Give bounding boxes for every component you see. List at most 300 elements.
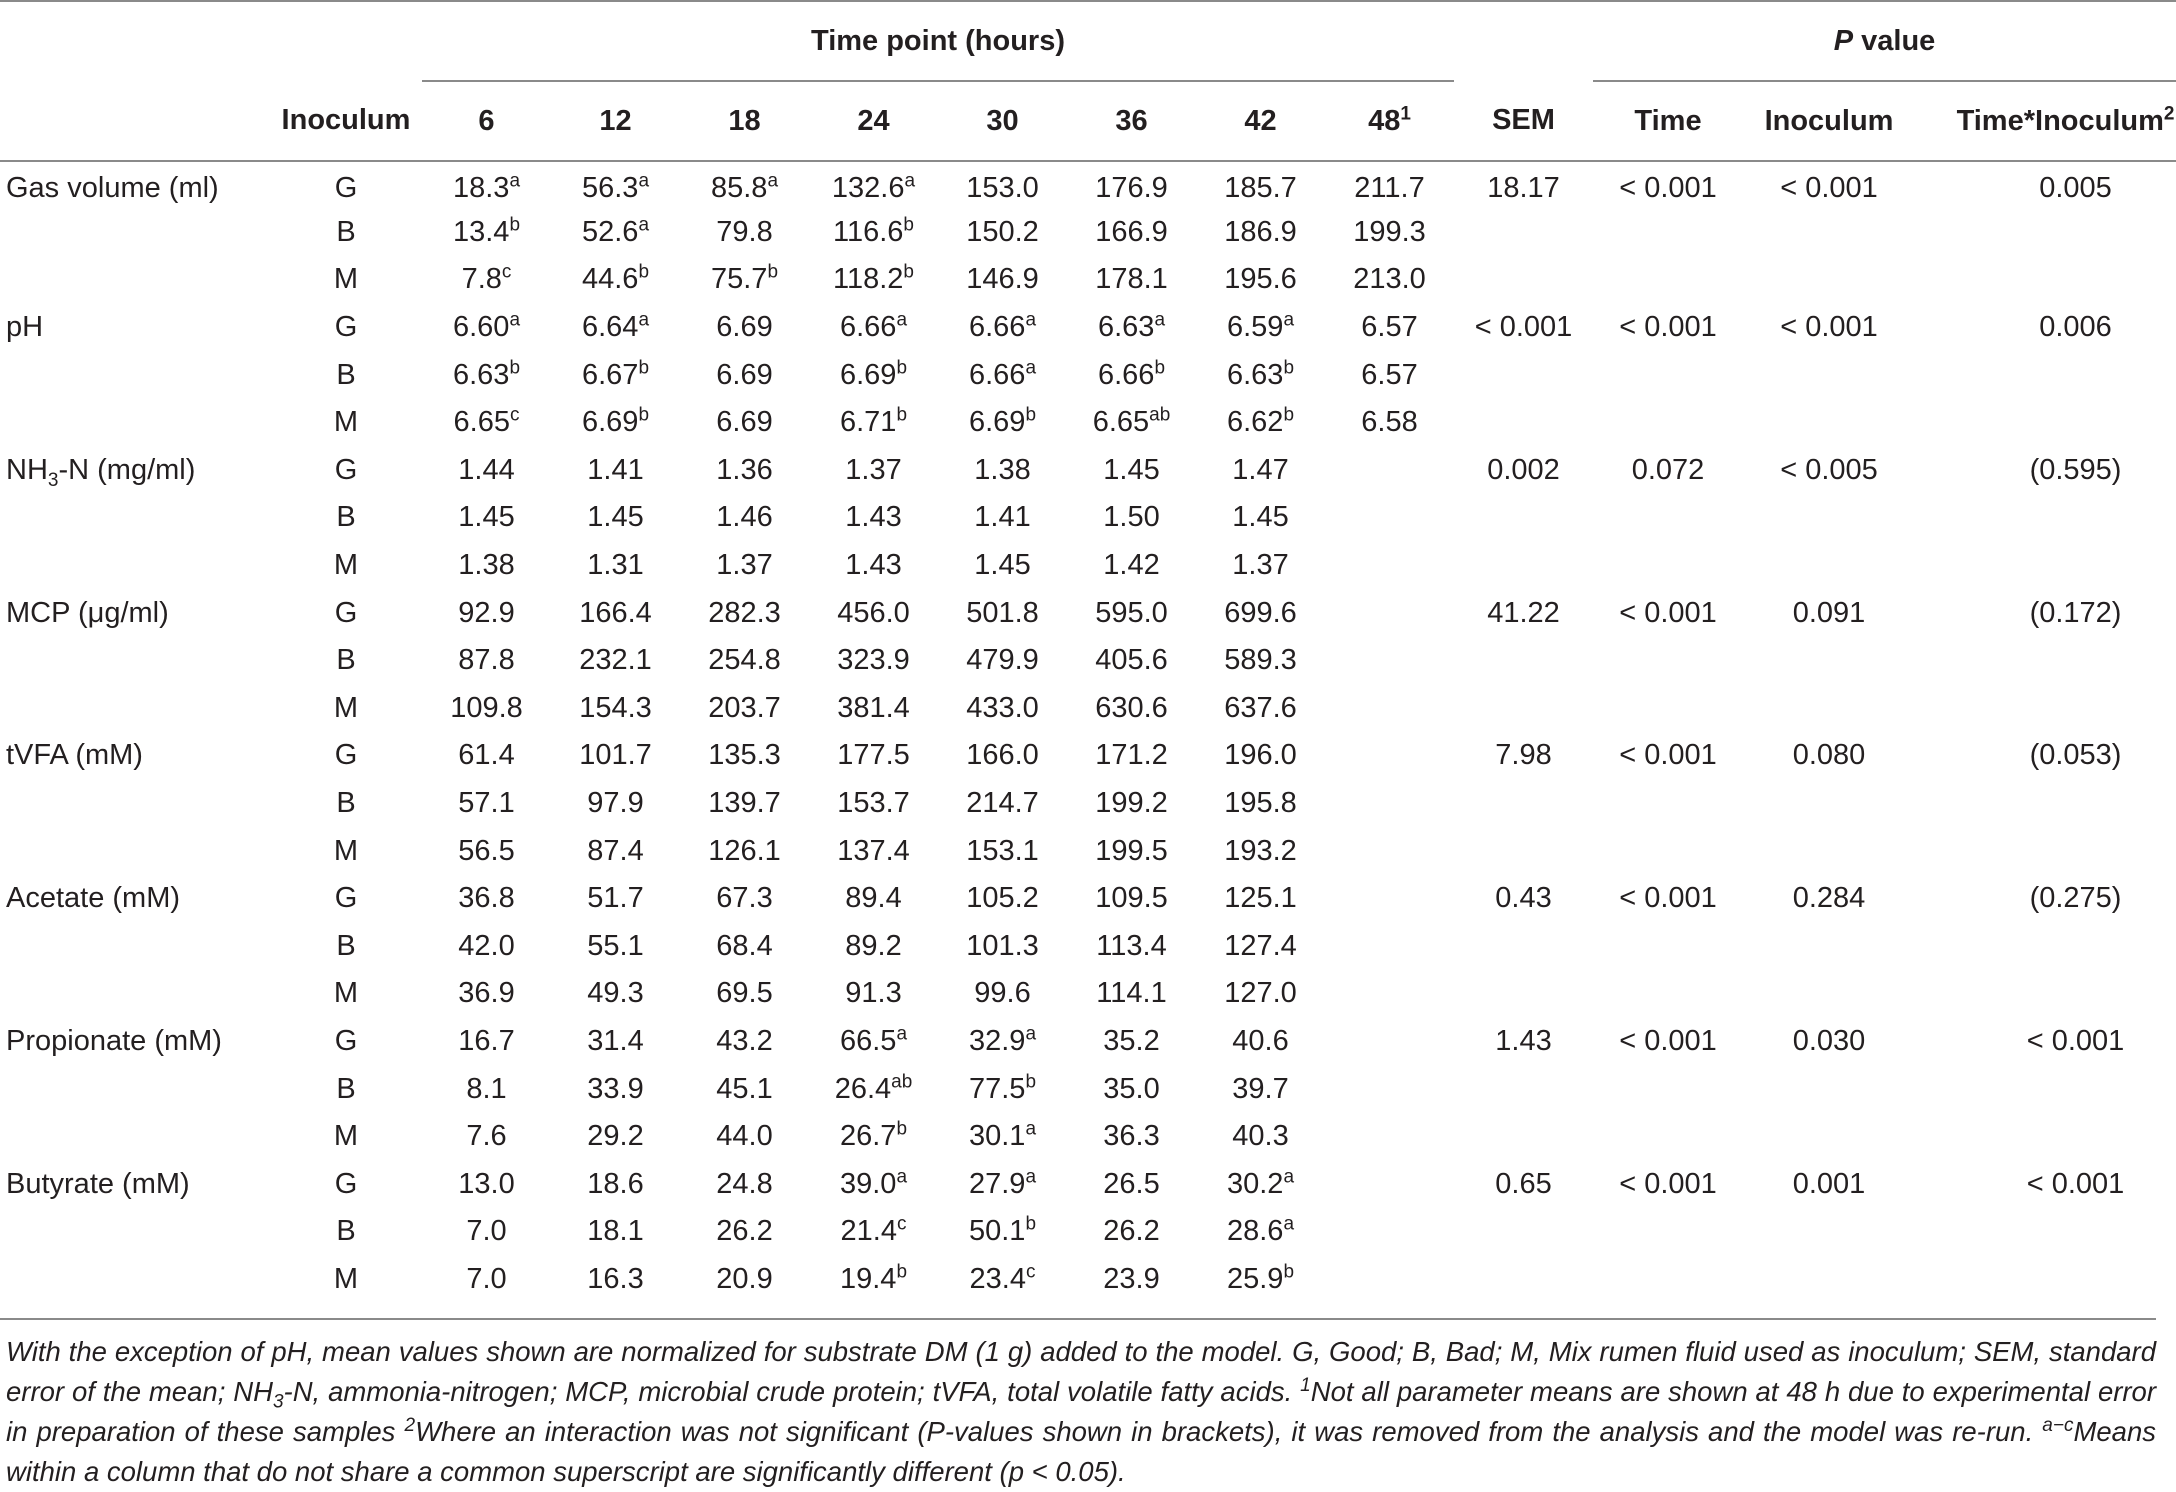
value-cell: 6.57 <box>1361 358 1418 391</box>
value-cell: 26.7$^b$ <box>839 1118 908 1153</box>
time-header-12: 12 <box>551 81 680 161</box>
inoculum-cell: B <box>336 929 356 962</box>
value-cell: 32.9$^a$ <box>968 1023 1037 1057</box>
p-interaction-cell <box>1915 542 2176 590</box>
value-cell: 35.2 <box>1103 1024 1160 1057</box>
value-cell <box>1325 542 1454 590</box>
p-interaction-cell <box>1915 827 2176 875</box>
inoculum-cell: B <box>336 358 356 391</box>
value-cell: 213.0 <box>1353 263 1426 296</box>
sem-cell <box>1454 1113 1593 1161</box>
value-cell: 6.66$^a$ <box>968 357 1037 391</box>
value-cell <box>1325 732 1454 780</box>
table-row <box>0 1208 2176 1256</box>
inoculum-cell: G <box>334 596 358 629</box>
value-cell: 19.4$^b$ <box>839 1261 908 1295</box>
significance-superscript: b <box>767 261 779 283</box>
value-cell: 44.0 <box>716 1120 773 1153</box>
value-cell: 232.1 <box>579 644 652 677</box>
p-interaction-cell: (0.595) <box>2029 453 2122 486</box>
value-cell <box>1325 875 1454 923</box>
p-inoculum-cell <box>1743 1113 1915 1161</box>
significance-superscript: ab <box>1149 404 1171 426</box>
value-cell: 49.3 <box>587 977 644 1010</box>
inoculum-cell: B <box>336 1072 356 1105</box>
sem-cell <box>1454 685 1593 733</box>
p-interaction-column-header: Time*Inoculum$^2$ <box>1915 81 2176 161</box>
significance-superscript: b <box>903 214 914 236</box>
value-cell: 1.43 <box>845 549 902 582</box>
sem-cell: 1.43 <box>1495 1024 1552 1057</box>
p-time-cell <box>1593 827 1743 875</box>
value-cell: 501.8 <box>966 596 1039 629</box>
value-cell: 186.9 <box>1224 215 1297 248</box>
value-cell: 1.37 <box>845 453 902 486</box>
table-footnote: With the exception of pH, mean values shown are normalized for substrate DM (1 g) added to the model. G, Good; B, Bad; M, Mix rumen fluid used as inoculum; SEM, standard error of the mean; $NH_3-N$, ammonia-nitrogen; MCP, microbial crude protein; tVFA, total volatile fatty acids. $^1$Not all parameter means are shown at 48 h due to experimental error in preparation of these samples $^2$Where an interaction was not significant (P-values shown in brackets), it was removed from the analysis and the model was re-run. $^{a-c}$Means within a column that do not share a common superscript are significantly different (p < 0.05). <box>0 1318 2156 1492</box>
p-interaction-cell <box>1915 399 2176 447</box>
value-cell: 7.8$^c$ <box>461 261 512 296</box>
value-cell: 699.6 <box>1224 596 1297 629</box>
value-cell: 125.1 <box>1224 882 1297 915</box>
value-cell: 630.6 <box>1095 691 1168 724</box>
value-cell: 196.0 <box>1224 739 1297 772</box>
parameter-cell <box>0 685 232 733</box>
value-cell: 31.4 <box>587 1024 644 1057</box>
value-cell: 214.7 <box>966 787 1039 820</box>
value-cell: 195.8 <box>1224 787 1297 820</box>
value-cell: 25.9$^b$ <box>1226 1261 1295 1295</box>
significance-superscript: b <box>638 404 650 426</box>
value-cell: 44.6$^b$ <box>581 261 650 296</box>
p-time-cell: < 0.001 <box>1619 739 1717 772</box>
table-body <box>0 161 2176 1303</box>
value-cell: 199.3 <box>1353 215 1426 248</box>
value-cell: 109.5 <box>1095 882 1168 915</box>
value-cell: 171.2 <box>1095 739 1168 772</box>
p-time-cell: < 0.001 <box>1619 1167 1717 1200</box>
value-cell: 101.7 <box>579 739 652 772</box>
parameter-cell <box>0 780 232 828</box>
value-cell: 211.7 <box>1354 171 1425 204</box>
p-value-group-header: P value <box>1593 1 2176 81</box>
table-row <box>0 399 2176 447</box>
table-row <box>0 351 2176 399</box>
value-cell: 39.0$^a$ <box>839 1166 908 1200</box>
p-inoculum-cell <box>1743 780 1915 828</box>
p-inoculum-cell <box>1743 494 1915 542</box>
value-cell: 433.0 <box>966 691 1039 724</box>
significance-superscript: b <box>1283 1261 1295 1283</box>
significance-superscript: a <box>904 170 916 192</box>
p-time-cell <box>1593 209 1743 257</box>
value-cell: 99.6 <box>974 977 1031 1010</box>
value-cell: 75.7$^b$ <box>710 261 779 296</box>
table-row <box>0 209 2176 257</box>
sem-cell <box>1454 209 1593 257</box>
p-time-cell: 0.072 <box>1631 453 1705 486</box>
significance-superscript: a <box>1025 1166 1037 1188</box>
p-time-cell <box>1593 351 1743 399</box>
p-interaction-cell <box>1915 256 2176 304</box>
p-interaction-cell: (0.053) <box>2029 739 2122 772</box>
value-cell <box>1325 1113 1454 1161</box>
significance-superscript: a <box>1025 1118 1037 1140</box>
p-time-cell <box>1593 399 1743 447</box>
significance-superscript: b <box>896 1261 908 1283</box>
value-cell: 50.1$^b$ <box>968 1213 1037 1248</box>
value-cell: 23.4$^c$ <box>969 1261 1036 1295</box>
value-cell: 18.3$^a$ <box>452 170 521 204</box>
inoculum-cell: M <box>333 977 359 1010</box>
p-inoculum-cell <box>1743 1065 1915 1113</box>
p-inoculum-cell: 0.091 <box>1792 596 1866 629</box>
value-cell: 595.0 <box>1095 596 1168 629</box>
value-cell: 6.66$^a$ <box>839 309 908 344</box>
value-cell: 6.69$^b$ <box>968 404 1037 439</box>
p-interaction-cell <box>1915 351 2176 399</box>
value-cell: 91.3 <box>845 977 902 1010</box>
p-time-cell: < 0.001 <box>1619 882 1717 915</box>
value-cell: 6.62$^b$ <box>1226 404 1295 439</box>
value-cell: 127.0 <box>1224 977 1297 1010</box>
value-cell: 27.9$^a$ <box>968 1166 1037 1200</box>
value-cell: 79.8 <box>716 215 773 248</box>
significance-superscript: a <box>1283 1166 1295 1188</box>
value-cell: 57.1 <box>458 787 515 820</box>
inoculum-cell: M <box>333 549 359 582</box>
p-time-cell <box>1593 923 1743 971</box>
parameter-cell <box>0 923 232 971</box>
value-cell: 66.5$^a$ <box>839 1023 908 1057</box>
p-inoculum-cell <box>1743 827 1915 875</box>
value-cell: 637.6 <box>1224 691 1297 724</box>
significance-superscript: a <box>767 170 779 192</box>
value-cell: 178.1 <box>1095 263 1168 296</box>
value-cell: 26.2 <box>716 1215 773 1248</box>
sem-cell: 0.43 <box>1495 882 1552 915</box>
value-cell: 166.9 <box>1095 215 1168 248</box>
parameter-cell <box>0 351 232 399</box>
sem-cell: < 0.001 <box>1474 311 1573 344</box>
p-inoculum-cell: 0.001 <box>1792 1167 1866 1200</box>
value-cell: 195.6 <box>1224 263 1297 296</box>
value-cell: 92.9 <box>458 596 515 629</box>
p-time-cell <box>1593 1256 1743 1304</box>
value-cell: 56.5 <box>458 834 515 867</box>
value-cell: 1.37 <box>716 549 773 582</box>
p-interaction-cell <box>1915 923 2176 971</box>
value-cell: 6.71$^b$ <box>839 404 908 439</box>
p-time-cell: < 0.001 <box>1619 596 1717 629</box>
significance-superscript: a <box>509 309 521 331</box>
parameter-cell: $NH_3-N$ (mg/ml) <box>6 453 196 491</box>
value-cell: 33.9 <box>587 1072 644 1105</box>
value-cell: 1.50 <box>1103 501 1160 534</box>
value-cell: 97.9 <box>587 787 644 820</box>
parameter-cell <box>0 1208 232 1256</box>
inoculum-cell: B <box>336 644 356 677</box>
value-cell: 282.3 <box>708 596 781 629</box>
p-interaction-cell <box>1915 970 2176 1018</box>
value-cell: 6.69$^b$ <box>839 357 908 391</box>
table-row <box>0 923 2176 971</box>
sem-cell <box>1454 780 1593 828</box>
value-cell <box>1325 1065 1454 1113</box>
sem-cell <box>1454 637 1593 685</box>
p-time-cell <box>1593 1113 1743 1161</box>
value-cell: 61.4 <box>458 739 515 772</box>
p-interaction-cell <box>1915 1113 2176 1161</box>
p-time-cell: < 0.001 <box>1619 1024 1717 1057</box>
value-cell: 6.69 <box>716 358 773 391</box>
inoculum-cell: G <box>334 1024 358 1057</box>
value-cell: 52.6$^a$ <box>581 214 650 248</box>
table-row <box>0 685 2176 733</box>
p-interaction-cell: < 0.001 <box>2026 1024 2125 1057</box>
parameter-cell <box>0 494 232 542</box>
value-cell: 45.1 <box>716 1072 773 1105</box>
significance-superscript: a <box>509 170 521 192</box>
value-cell: 87.4 <box>587 834 644 867</box>
value-cell: 13.0 <box>458 1167 515 1200</box>
value-cell: 126.1 <box>708 834 781 867</box>
parameter-cell: Acetate (mM) <box>6 882 181 915</box>
significance-superscript: b <box>1283 404 1295 426</box>
significance-superscript: a <box>638 214 650 236</box>
value-cell: 6.57 <box>1361 311 1418 344</box>
value-cell: 381.4 <box>837 691 910 724</box>
parameter-cell: Butyrate (mM) <box>6 1167 190 1200</box>
value-cell: 1.38 <box>974 453 1031 486</box>
value-cell: 1.37 <box>1232 549 1289 582</box>
value-cell: 6.67$^b$ <box>581 357 650 391</box>
p-interaction-cell: < 0.001 <box>2026 1167 2125 1200</box>
significance-superscript: a <box>896 1023 908 1045</box>
table-row <box>0 542 2176 590</box>
inoculum-cell: M <box>333 406 359 439</box>
value-cell: 23.9 <box>1103 1262 1160 1295</box>
value-cell: 69.5 <box>716 977 773 1010</box>
value-cell: 405.6 <box>1095 644 1168 677</box>
p-interaction-cell <box>1915 1256 2176 1304</box>
parameter-cell <box>0 1065 232 1113</box>
p-inoculum-column-header: Inoculum <box>1743 81 1915 161</box>
value-cell <box>1325 685 1454 733</box>
value-cell: 6.63$^b$ <box>452 357 521 391</box>
value-cell: 6.63$^a$ <box>1097 309 1166 344</box>
value-cell <box>1325 923 1454 971</box>
p-inoculum-cell <box>1743 685 1915 733</box>
significance-superscript: b <box>896 404 908 426</box>
sem-cell <box>1454 1208 1593 1256</box>
significance-superscript: c <box>896 1213 907 1235</box>
p-time-cell <box>1593 780 1743 828</box>
value-cell: 1.41 <box>587 453 644 486</box>
value-cell: 40.6 <box>1232 1024 1289 1057</box>
significance-superscript: b <box>896 1118 908 1140</box>
p-time-cell <box>1593 542 1743 590</box>
time-header-24: 24 <box>809 81 938 161</box>
value-cell: 1.38 <box>458 549 515 582</box>
significance-superscript: a <box>1154 309 1166 331</box>
sem-cell: 0.002 <box>1487 453 1560 486</box>
value-cell: 254.8 <box>708 644 781 677</box>
p-inoculum-cell: < 0.005 <box>1780 453 1878 486</box>
parameter-cell <box>0 256 232 304</box>
value-cell: 1.45 <box>974 549 1031 582</box>
value-cell: 118.2$^b$ <box>833 261 914 296</box>
value-cell: 105.2 <box>966 882 1039 915</box>
significance-superscript: b <box>509 357 521 379</box>
table-row <box>0 1065 2176 1113</box>
table-row <box>0 589 2176 637</box>
p-time-cell <box>1593 1065 1743 1113</box>
inoculum-cell: B <box>336 787 356 820</box>
value-cell: 166.0 <box>966 739 1039 772</box>
p-inoculum-cell <box>1743 637 1915 685</box>
value-cell: 177.5 <box>837 739 910 772</box>
value-cell: 7.0 <box>466 1215 507 1248</box>
significance-superscript: ab <box>891 1070 913 1092</box>
value-cell: 68.4 <box>716 929 773 962</box>
value-cell: 28.6$^a$ <box>1226 1213 1295 1248</box>
significance-superscript: a <box>896 1166 908 1188</box>
p-interaction-cell <box>1915 637 2176 685</box>
value-cell: 7.6 <box>466 1120 507 1153</box>
sem-cell <box>1454 923 1593 971</box>
p-inoculum-cell <box>1743 209 1915 257</box>
value-cell: 26.5 <box>1103 1167 1160 1200</box>
value-cell: 113.4 <box>1096 929 1167 962</box>
value-cell: 6.63$^b$ <box>1226 357 1295 391</box>
value-cell: 6.60$^a$ <box>452 309 521 344</box>
value-cell: 132.6$^a$ <box>831 170 916 204</box>
value-cell: 139.7 <box>708 787 781 820</box>
p-interaction-cell: 0.006 <box>2039 311 2112 344</box>
value-cell: 146.9 <box>966 263 1039 296</box>
value-cell <box>1325 637 1454 685</box>
p-time-column-header: Time <box>1593 81 1743 161</box>
significance-superscript: a <box>638 309 650 331</box>
value-cell: 16.7 <box>458 1024 515 1057</box>
time-header-18: 18 <box>680 81 809 161</box>
value-cell: 6.69 <box>716 311 773 344</box>
value-cell: 166.4 <box>579 596 652 629</box>
significance-superscript: b <box>1283 357 1295 379</box>
value-cell <box>1325 1160 1454 1208</box>
value-cell: 21.4$^c$ <box>840 1213 907 1248</box>
parameter-cell: MCP (μg/ml) <box>6 596 169 629</box>
table-row <box>0 875 2176 923</box>
value-cell: 479.9 <box>966 644 1039 677</box>
significance-superscript: a <box>1283 309 1295 331</box>
value-cell: 114.1 <box>1096 977 1167 1010</box>
parameter-cell <box>0 399 232 447</box>
time-header-36: 36 <box>1067 81 1196 161</box>
value-cell: 1.44 <box>458 453 515 486</box>
table-row <box>0 732 2176 780</box>
value-cell: 77.5$^b$ <box>968 1070 1037 1105</box>
value-cell: 42.0 <box>458 929 515 962</box>
value-cell: 30.2$^a$ <box>1226 1166 1295 1200</box>
value-cell: 40.3 <box>1232 1120 1289 1153</box>
value-cell: 16.3 <box>587 1262 644 1295</box>
p-inoculum-cell: < 0.001 <box>1780 171 1878 204</box>
value-cell: 43.2 <box>716 1024 773 1057</box>
inoculum-cell: B <box>336 1215 356 1248</box>
value-cell: 101.3 <box>966 929 1039 962</box>
value-cell: 1.36 <box>716 453 773 486</box>
significance-superscript: b <box>1025 1213 1037 1235</box>
table-row <box>0 1256 2176 1304</box>
value-cell: 1.45 <box>1232 501 1289 534</box>
value-cell: 36.3 <box>1103 1120 1160 1153</box>
p-inoculum-cell <box>1743 923 1915 971</box>
p-inoculum-cell <box>1743 399 1915 447</box>
value-cell: 6.65$^c$ <box>453 404 520 439</box>
significance-superscript: b <box>509 214 521 236</box>
p-time-cell: < 0.001 <box>1619 311 1717 344</box>
significance-superscript: b <box>903 261 914 283</box>
header-row-group <box>0 1 2176 81</box>
time-header-30: 30 <box>938 81 1067 161</box>
value-cell: 153.1 <box>966 834 1039 867</box>
p-time-cell <box>1593 637 1743 685</box>
value-cell: 153.0 <box>966 171 1039 204</box>
significance-superscript: c <box>501 261 512 283</box>
significance-superscript: a <box>1025 309 1037 331</box>
table-row <box>0 780 2176 828</box>
table-row <box>0 1160 2176 1208</box>
value-cell: 1.43 <box>845 501 902 534</box>
significance-superscript: b <box>638 261 650 283</box>
value-cell: 35.0 <box>1103 1072 1160 1105</box>
significance-superscript: a <box>1025 357 1037 379</box>
value-cell: 29.2 <box>587 1120 644 1153</box>
value-cell: 6.69 <box>716 406 773 439</box>
time-point-group-header: Time point (hours) <box>422 1 1454 81</box>
inoculum-cell: G <box>334 1167 358 1200</box>
value-cell: 1.42 <box>1103 549 1160 582</box>
p-time-cell: < 0.001 <box>1619 171 1717 204</box>
sem-column-header: SEM <box>1454 81 1593 161</box>
value-cell: 1.45 <box>587 501 644 534</box>
value-cell: 39.7 <box>1232 1072 1289 1105</box>
significance-superscript: b <box>1025 1070 1037 1092</box>
significance-superscript: a <box>896 309 908 331</box>
sem-cell <box>1454 494 1593 542</box>
value-cell <box>1325 827 1454 875</box>
inoculum-cell: M <box>333 1262 359 1295</box>
value-cell <box>1325 589 1454 637</box>
parameter-cell <box>0 209 232 257</box>
parameter-cell: tVFA (mM) <box>6 739 143 772</box>
value-cell: 150.2 <box>966 215 1039 248</box>
value-cell <box>1325 1208 1454 1256</box>
parameter-cell: Propionate (mM) <box>6 1024 222 1057</box>
p-inoculum-cell <box>1743 542 1915 590</box>
p-interaction-cell <box>1915 209 2176 257</box>
significance-superscript: a <box>1025 1023 1037 1045</box>
p-interaction-cell <box>1915 1065 2176 1113</box>
value-cell: 26.2 <box>1103 1215 1160 1248</box>
value-cell: 1.45 <box>458 501 515 534</box>
inoculum-cell: G <box>334 739 358 772</box>
value-cell: 36.9 <box>458 977 515 1010</box>
table-row <box>0 304 2176 352</box>
parameter-cell <box>0 1256 232 1304</box>
value-cell: 20.9 <box>716 1262 773 1295</box>
